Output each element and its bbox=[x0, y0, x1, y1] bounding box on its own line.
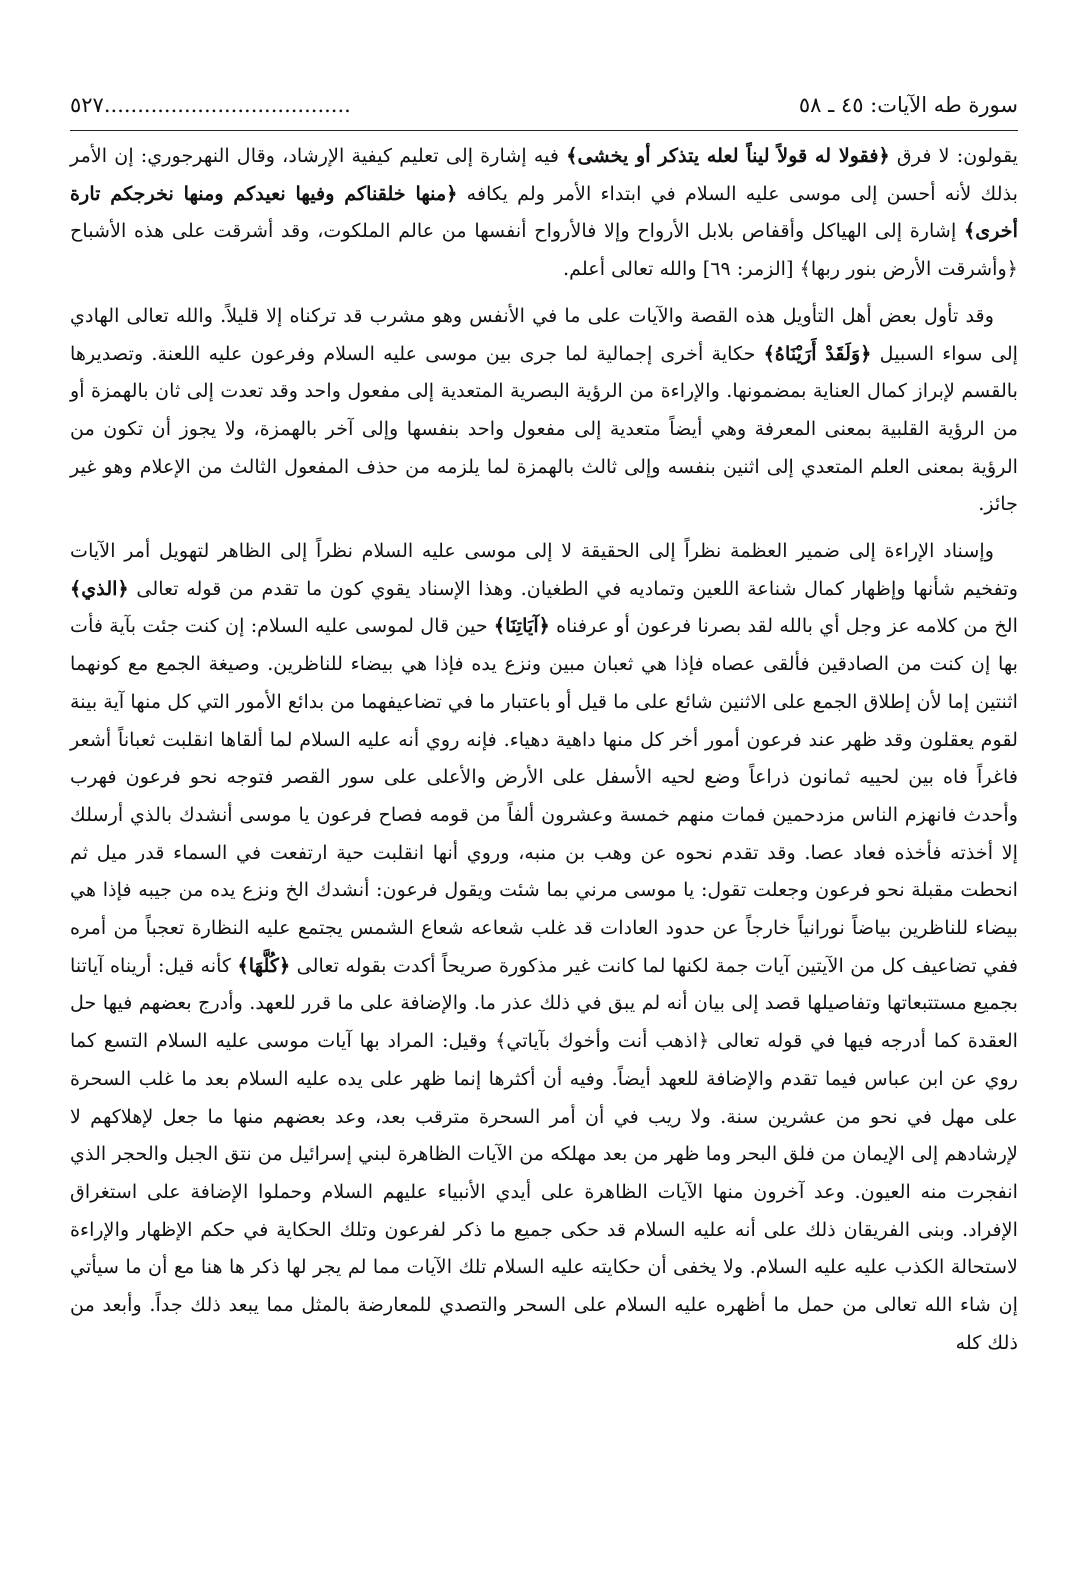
leader-dots: ..................................... bbox=[103, 93, 351, 117]
text-run: حكاية أخرى إجمالية لما جرى بين موسى عليه السلام وفرعون عليه اللعنة. وتصديرها بالقسم لإبراز كمال العناية بمضمونها. والإراءة من الرؤية البصرية المتعدية إلى مفعول واحد وقد تعدت إلى ثان بالهمزة أو من الرؤية القلبية بمعنى المعرفة وهي أيضاً متعدية إلى مفعول واحد بنفسها وإلى آخر بالهمزة، ولا يجوز أن تكون من الرؤية بمعنى العلم المتعدي إلى اثنين بنفسه وإلى ثالث بالهمزة لما يلزمه من حذف المفعول الثالث من الإعلام وهو غير جائز. bbox=[70, 341, 1018, 516]
running-header bbox=[70, 92, 1018, 118]
running-title: سورة طه الآيات: ٤٥ ـ ٥٨ bbox=[798, 93, 1018, 117]
text-run: وإسناد الإراءة إلى ضمير العظمة نظراً إلى الحقيقة لا إلى موسى عليه السلام نظراً إلى الظاهر لتهويل أمر الآيات وتفخيم شأنها وإظهار كمال شناعة اللعين وتماديه في الطغيان. وهذا الإسناد يقوي كون ما تقدم من قوله تعالى bbox=[70, 539, 1018, 600]
text-body bbox=[70, 137, 1018, 1362]
quran-quote: ﴿وَلَقَدْ أَرَيْنَاهُ﴾ bbox=[763, 341, 872, 365]
quran-quote: ﴿فقولا له قولاً ليناً لعله يتذكر أو يخشى﴾ bbox=[566, 144, 890, 167]
text-run: وقد تأول بعض أهل التأويل هذه القصة والآيات على ما في الأنفس وهو مشرب قد تركناه إلا قليلاً. والله تعالى الهادي إلى سواء السبيل bbox=[70, 303, 1018, 365]
text-run: إشارة إلى الهياكل وأقفاص بلابل الأرواح وإلا فالأرواح أنفسها من عالم الملكوت، وقد أشرقت على هذه الأشباح ﴿وأشرقت الأرض بنور ربها﴾ [الزمر: ٦٩] والله تعالى أعلم. bbox=[70, 219, 1018, 281]
text-run: حين قال لموسى عليه السلام: إن كنت جئت بآية فأت بها إن كنت من الصادقين فألقى عصاه فإذا هي ثعبان مبين ونزع يده فإذا هي بيضاء للناظرين. وصيغة الجمع مع كونهما اثنتين إما لأن إطلاق الجمع على الاثنين شائع على ما قيل أو باعتبار ما في تضاعيفهما من بدائع الأمور التي كل منها آية بينة لقوم يعقلون وقد ظهر عند فرعون أمور أخر كل منها داهية دهياء. فإنه روي أنه عليه السلام لما ألقاها انقلبت ثعباناً أشعر فاغراً فاه بين لحييه ثمانون ذراعاً وضع لحيه الأسفل على الأرض والأعلى على سور القصر فتوجه نحو فرعون فهرب وأحدث فانهزم الناس مزدحمين فمات منهم خمسة وعشرون ألفاً من قومه فصاح فرعون يا موسى أنشدك بالذي أرسلك إلا أخذته فأخذه فعاد عصا. وقد تقدم نحوه عن وهب بن منبه، وروي أنها انقلبت حية ارتفعت في السماء قدر ميل ثم انحطت مقبلة نحو فرعون وجعلت تقول: يا موسى مرني بما شئت ويقول فرعون: أنشدك الخ ونزع يده من جيبه فإذا هي بيضاء للناظرين بياضاً نورانياً خارجاً عن حدود العادات قد غلب شعاعه شعاع الشمس يجتمع عليه النظارة تعجباً من أمره ففي تضاعيف كل من الآيتين آيات جمة لكنها لما كانت غير مذكورة صريحاً أكدت بقوله تعالى bbox=[70, 614, 1018, 977]
header-rule bbox=[70, 130, 1018, 131]
quran-quote: ﴿آيَاتِنَا﴾ bbox=[493, 614, 550, 638]
paragraph bbox=[70, 532, 1018, 1361]
text-run: كأنه قيل: أريناه آياتنا بجميع مستتبعاتها وتفاصيلها قصد إلى بيان أنه لم يبق في ذلك عذر ما. والإضافة على ما قرر للعهد. وأدرج بعضهم فيها حل العقدة كما أدرجه فيها في قوله تعالى ﴿اذهب أنت وأخوك بآياتي﴾ وقيل: المراد بها آيات موسى عليه السلام التسع كما روي عن ابن عباس فيما تقدم والإضافة للعهد أيضاً. وفيه أن أكثرها إنما ظهر على يده عليه السلام بعد ما غلب السحرة على مهل في نحو من عشرين سنة. ولا ريب في أن أمر السحرة مترقب بعد، وعد بعضهم منها ما جعل لإهلاكهم لا لإرشادهم إلى الإيمان من فلق البحر وما ظهر من بعد مهلكه من الآيات الظاهرة لبني إسرائيل من نتق الجبل والحجر الذي انفجرت منه العيون. وعد آخرون منها الآيات الظاهرة على أيدي الأنبياء عليهم السلام وحملوا الإضافة على استغراق الإفراد. وبنى الفريقان ذلك على أنه عليه السلام قد حكى جميع ما ذكر لفرعون وتلك الحكاية في حكم الإظهار والإراءة لاستحالة الكذب عليه عليه السلام. ولا يخفى أن حكايته عليه السلام تلك الآيات مما لم يجر لها ذكر ها هنا مع أن ما سيأتي إن شاء الله تعالى من حمل ما أظهره عليه السلام على السحر والتصدي للمعارضة بالمثل مما يبعد ذلك جداً. وأبعد من ذلك كله bbox=[70, 953, 1018, 1354]
paragraph bbox=[70, 297, 1018, 523]
text-run: فيه إشارة إلى تعليم كيفية الإرشاد، وقال النهرجوري: إن الأمر بذلك لأنه أحسن إلى موسى عليه السلام في ابتداء الأمر ولم يكافه bbox=[70, 144, 1018, 205]
text-run: يقولون: لا فرق bbox=[889, 144, 1019, 167]
page-number-line bbox=[70, 92, 351, 118]
text-run: الخ من كلامه عز وجل أي بالله لقد بصرنا فرعون أو عرفناه bbox=[549, 614, 1018, 638]
quran-quote: ﴿الذي﴾ bbox=[70, 576, 129, 600]
page-number: ٥٢٧ bbox=[70, 93, 104, 117]
paragraph bbox=[70, 137, 1018, 288]
quran-quote: ﴿منها خلقناكم وفيها نعيدكم ومنها نخرجكم تارة أخرى﴾ bbox=[70, 181, 1018, 243]
quran-quote: ﴿كُلَّهَا﴾ bbox=[237, 953, 291, 977]
